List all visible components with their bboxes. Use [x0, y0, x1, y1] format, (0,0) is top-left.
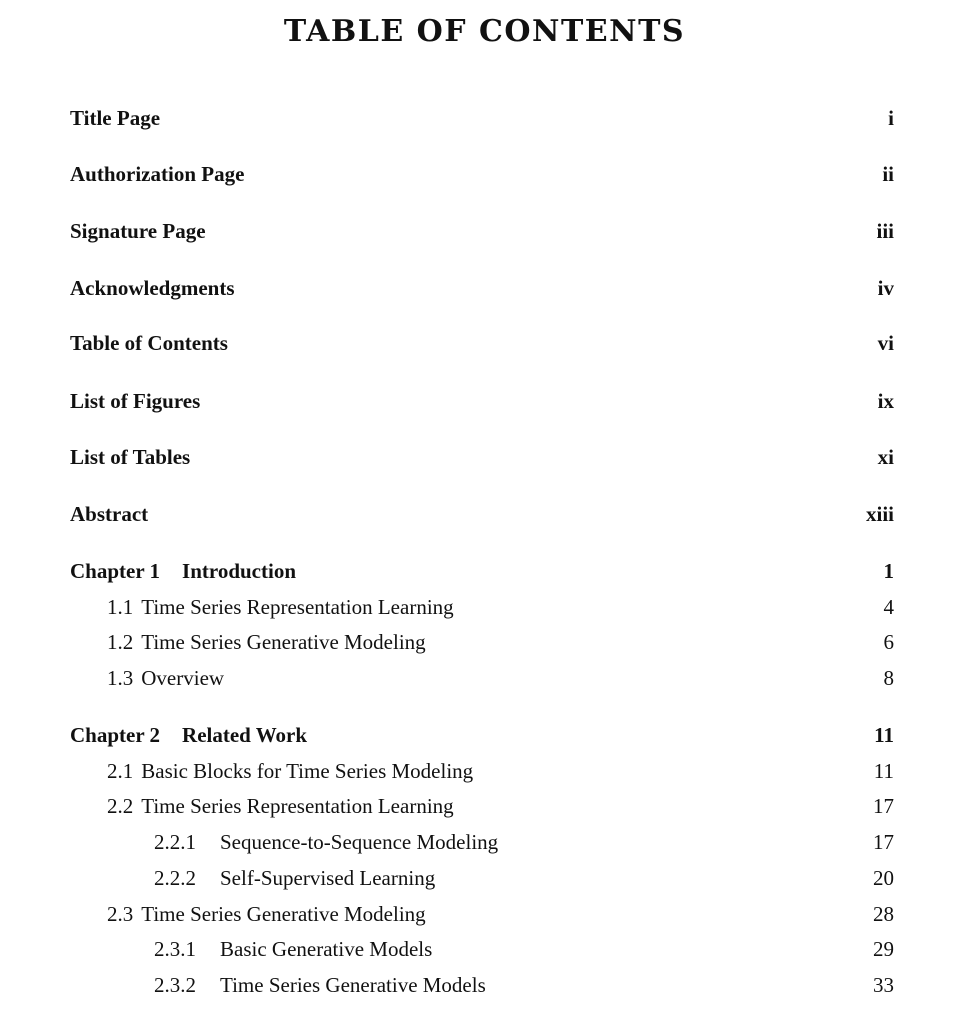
toc-entry-list-of-tables[interactable] — [0, 442, 969, 472]
chapter-number: Chapter 1 — [70, 559, 161, 583]
toc-entry-acknowledgments[interactable] — [0, 273, 969, 303]
section-title: Time Series Generative Modeling — [141, 630, 426, 654]
subsection-number: 2.3.1 — [154, 937, 196, 961]
section-number: 1.3 — [107, 666, 134, 690]
toc-entry-page: 8 — [883, 666, 894, 690]
toc-entry-signature-page[interactable] — [0, 216, 969, 246]
toc-entry-page: vi — [877, 331, 894, 355]
toc-entry-page: xiii — [865, 502, 894, 526]
section-number: 1.2 — [107, 630, 134, 654]
toc-entry-page: 11 — [873, 759, 894, 783]
subsection-title: Basic Generative Models — [220, 937, 433, 961]
toc-entry-label: List of Tables — [70, 445, 191, 469]
section-number: 2.1 — [107, 759, 134, 783]
toc-subsection-2-3-2[interactable] — [0, 970, 969, 1000]
toc-entry-page: 6 — [883, 630, 894, 654]
subsection-title: Sequence-to-Sequence Modeling — [220, 830, 499, 854]
toc-subsection-2-2-2[interactable] — [0, 863, 969, 893]
subsection-title: Self-Supervised Learning — [220, 866, 436, 890]
section-title: Overview — [141, 666, 225, 690]
toc-entry-label: Table of Contents — [70, 331, 228, 355]
toc-section-1-3[interactable] — [0, 663, 969, 693]
toc-entry-label: Title Page — [70, 106, 161, 130]
toc-entry-label: List of Figures — [70, 389, 201, 413]
toc-entry-page: 4 — [883, 595, 894, 619]
section-title: Basic Blocks for Time Series Modeling — [141, 759, 474, 783]
chapter-number: Chapter 2 — [70, 723, 161, 747]
toc-entry-page: 29 — [873, 937, 894, 961]
toc-section-2-3[interactable] — [0, 899, 969, 929]
toc-subsection-2-3-1[interactable] — [0, 934, 969, 964]
toc-entry-title-page[interactable] — [0, 103, 969, 133]
chapter-title: Related Work — [182, 723, 308, 747]
section-title: Time Series Generative Modeling — [141, 902, 426, 926]
toc-entry-table-of-contents[interactable] — [0, 328, 969, 358]
toc-entry-page: xi — [877, 445, 894, 469]
toc-entry-label: Acknowledgments — [70, 276, 235, 300]
section-title: Time Series Representation Learning — [141, 794, 454, 818]
section-number: 2.2 — [107, 794, 134, 818]
toc-entry-page: i — [888, 106, 894, 130]
toc-entry-page: ii — [882, 162, 894, 186]
toc-entry-page: 17 — [873, 794, 894, 818]
toc-entry-page: 1 — [883, 559, 894, 583]
toc-subsection-2-2-1[interactable] — [0, 827, 969, 857]
toc-entry-abstract[interactable] — [0, 499, 969, 529]
toc-section-1-2[interactable] — [0, 627, 969, 657]
subsection-number: 2.3.2 — [154, 973, 196, 997]
toc-section-2-1[interactable] — [0, 756, 969, 786]
toc-chapter-1[interactable] — [0, 556, 969, 586]
subsection-title: Time Series Generative Models — [220, 973, 486, 997]
toc-section-1-1[interactable] — [0, 592, 969, 622]
toc-entry-page: 17 — [873, 830, 894, 854]
toc-chapter-2[interactable] — [0, 720, 969, 750]
toc-entry-label: Authorization Page — [70, 162, 245, 186]
section-title: Time Series Representation Learning — [141, 595, 454, 619]
chapter-title: Introduction — [182, 559, 297, 583]
toc-entry-page: 20 — [873, 866, 894, 890]
toc-entry-label: Signature Page — [70, 219, 206, 243]
toc-section-2-2[interactable] — [0, 791, 969, 821]
toc-entry-page: 33 — [873, 973, 894, 997]
page-title: TABLE OF CONTENTS — [283, 14, 686, 49]
subsection-number: 2.2.1 — [154, 830, 196, 854]
toc-entry-page: iv — [877, 276, 894, 300]
toc-entry-label: Abstract — [70, 502, 149, 526]
subsection-number: 2.2.2 — [154, 866, 196, 890]
toc-entry-page: 28 — [873, 902, 894, 926]
toc-entry-page: 11 — [874, 723, 894, 747]
toc-entry-page: ix — [877, 389, 894, 413]
toc-entry-list-of-figures[interactable] — [0, 386, 969, 416]
toc-entry-authorization-page[interactable] — [0, 159, 969, 189]
section-number: 2.3 — [107, 902, 134, 926]
toc-entry-page: iii — [876, 219, 894, 243]
section-number: 1.1 — [107, 595, 134, 619]
